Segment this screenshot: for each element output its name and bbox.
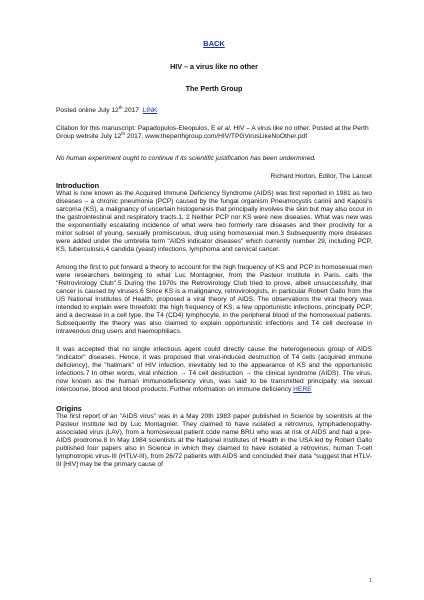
origins-heading: Origins: [56, 404, 82, 413]
citation-etal: et al: [217, 125, 230, 132]
document-page: [56, 40, 372, 469]
introduction-paragraph-3: [56, 346, 372, 394]
introduction-paragraph-3-text: It was accepted that no single infectious agent could directly cause the heterogeneous group of AIDS "indicator" diseases. Hence, it was proposed that viral-induced destruction of T4 cells (acquired immune deficiency), the "hallmark" of HIV infection, inevitably led to the appearance of KS and the opportunistic infections.7 In other words, viral infection → T4 cell destruction → the clinical syndrome (AIDS). The virus, now known as the human immunodeficiency virus, was said to be transmitted principally via sexual intercourse, blood and blood products. Further information on immune deficiency: [56, 346, 372, 393]
page-number: 1: [369, 578, 372, 584]
citation-sup: th: [121, 130, 126, 136]
posted-sup: th: [118, 104, 123, 110]
citation: [56, 125, 372, 141]
posted-line: [56, 104, 372, 115]
posted-link[interactable]: LINK: [142, 107, 158, 114]
epigraph-attribution: Richard Horton, Editor, The Lancet: [270, 173, 372, 180]
posted-year: 2017: [122, 107, 139, 114]
introduction-paragraph-2: Among the first to put forward a theory to account for the high frequency of KS and PCP in homosexual men were researchers belonging to what Luc Montagnier, from the Pasteur Institute in Paris, calls the "Retrovirology Club".5 During the 1970s the Retrovirology Club tried to prove, albeit unsuccessfully, that cancer is caused by viruses.6 Since KS is a malignancy, retrovirologists, in particular Robert Gallo from the US National Institutes of Health, proposed a viral theory of AIDS. The observations the viral theory was intended to explain were threefold: the high frequency of KS; a few opportunistic infections, principally PCP; and a decrease in a cell type, the T4 (CD4) lymphocyte, in the peripheral blood of the homosexual patients. Subsequently the theory was also claimed to explain opportunistic infections and T4 cell decrease in intravenous drug users and haemophiliacs.: [56, 264, 372, 335]
back-link[interactable]: BACK: [203, 39, 225, 48]
document-author: The Perth Group: [185, 84, 243, 93]
introduction-heading: Introduction: [56, 181, 100, 190]
origins-paragraph-1: The first report of an "AIDS virus" was in a May 20th 1983 paper published in Science by scientists at the Pasteur Institute led by Luc Montagnier. They claimed to have isolated a retrovirus, lymphadenopathy-associated virus (LAV), from a homosexual patient code name BRU who was at risk of AIDS and had a pre-AIDS prodrome.8 In May 1984 scientists at the National Institutes of Health in the USA led by Robert Gallo published four papers also in Science in which they claimed to have isolated a retrovirus, human T-cell lymphotropic virus-III (HTLV-III), from 26/72 patients with AIDS and concluded their data "suggest that HTLV-III [HIV] may be the primary cause of: [56, 413, 372, 468]
introduction-paragraph-1: What is now known as the Acquired Immune Deficiency Syndrome (AIDS) was first reported in 1981 as two diseases – a chronic pneumonia (PCP) caused by the fungal organism Pneumocystis carinii and Kaposi's sarcoma (KS), a malignancy of uncertain histogenesis that principally involves the skin but may also occur in the gastrointestinal and respiratory tracts.1, 2 Neither PCP nor KS were new diseases. What was new was the exponentially escalating incidence of what were two formerly rare diseases and their proclivity for a minor subset of young, sexually promiscuous, drug using homosexual men.3 Subsequently more diseases were added under the umbrella term "AIDS indicator diseases" which currently number 29, including PCP, KS, tuberculosis,4 candida (yeast) infections, lymphoma and cervical cancer.: [56, 190, 372, 253]
immune-deficiency-link[interactable]: HERE: [293, 386, 312, 393]
back-link-row: [56, 40, 372, 49]
citation-lead: Citation for this manuscript: Papadopulos-Eleopulos, E: [56, 125, 216, 132]
citation-rest2: 2017. www.theperthgroup.com/HIV/TPGVirusLikeNoOther.pdf: [125, 133, 308, 140]
document-title: HIV – a virus like no other: [170, 62, 258, 71]
citation-rest1: . HIV – A virus like no other. Posted at the Perth Group website July 12: [56, 125, 369, 140]
epigraph-quote: No human experiment ought to continue if its scientific justification has been undermined.: [56, 155, 316, 162]
posted-text: Posted online July 12: [56, 107, 119, 114]
